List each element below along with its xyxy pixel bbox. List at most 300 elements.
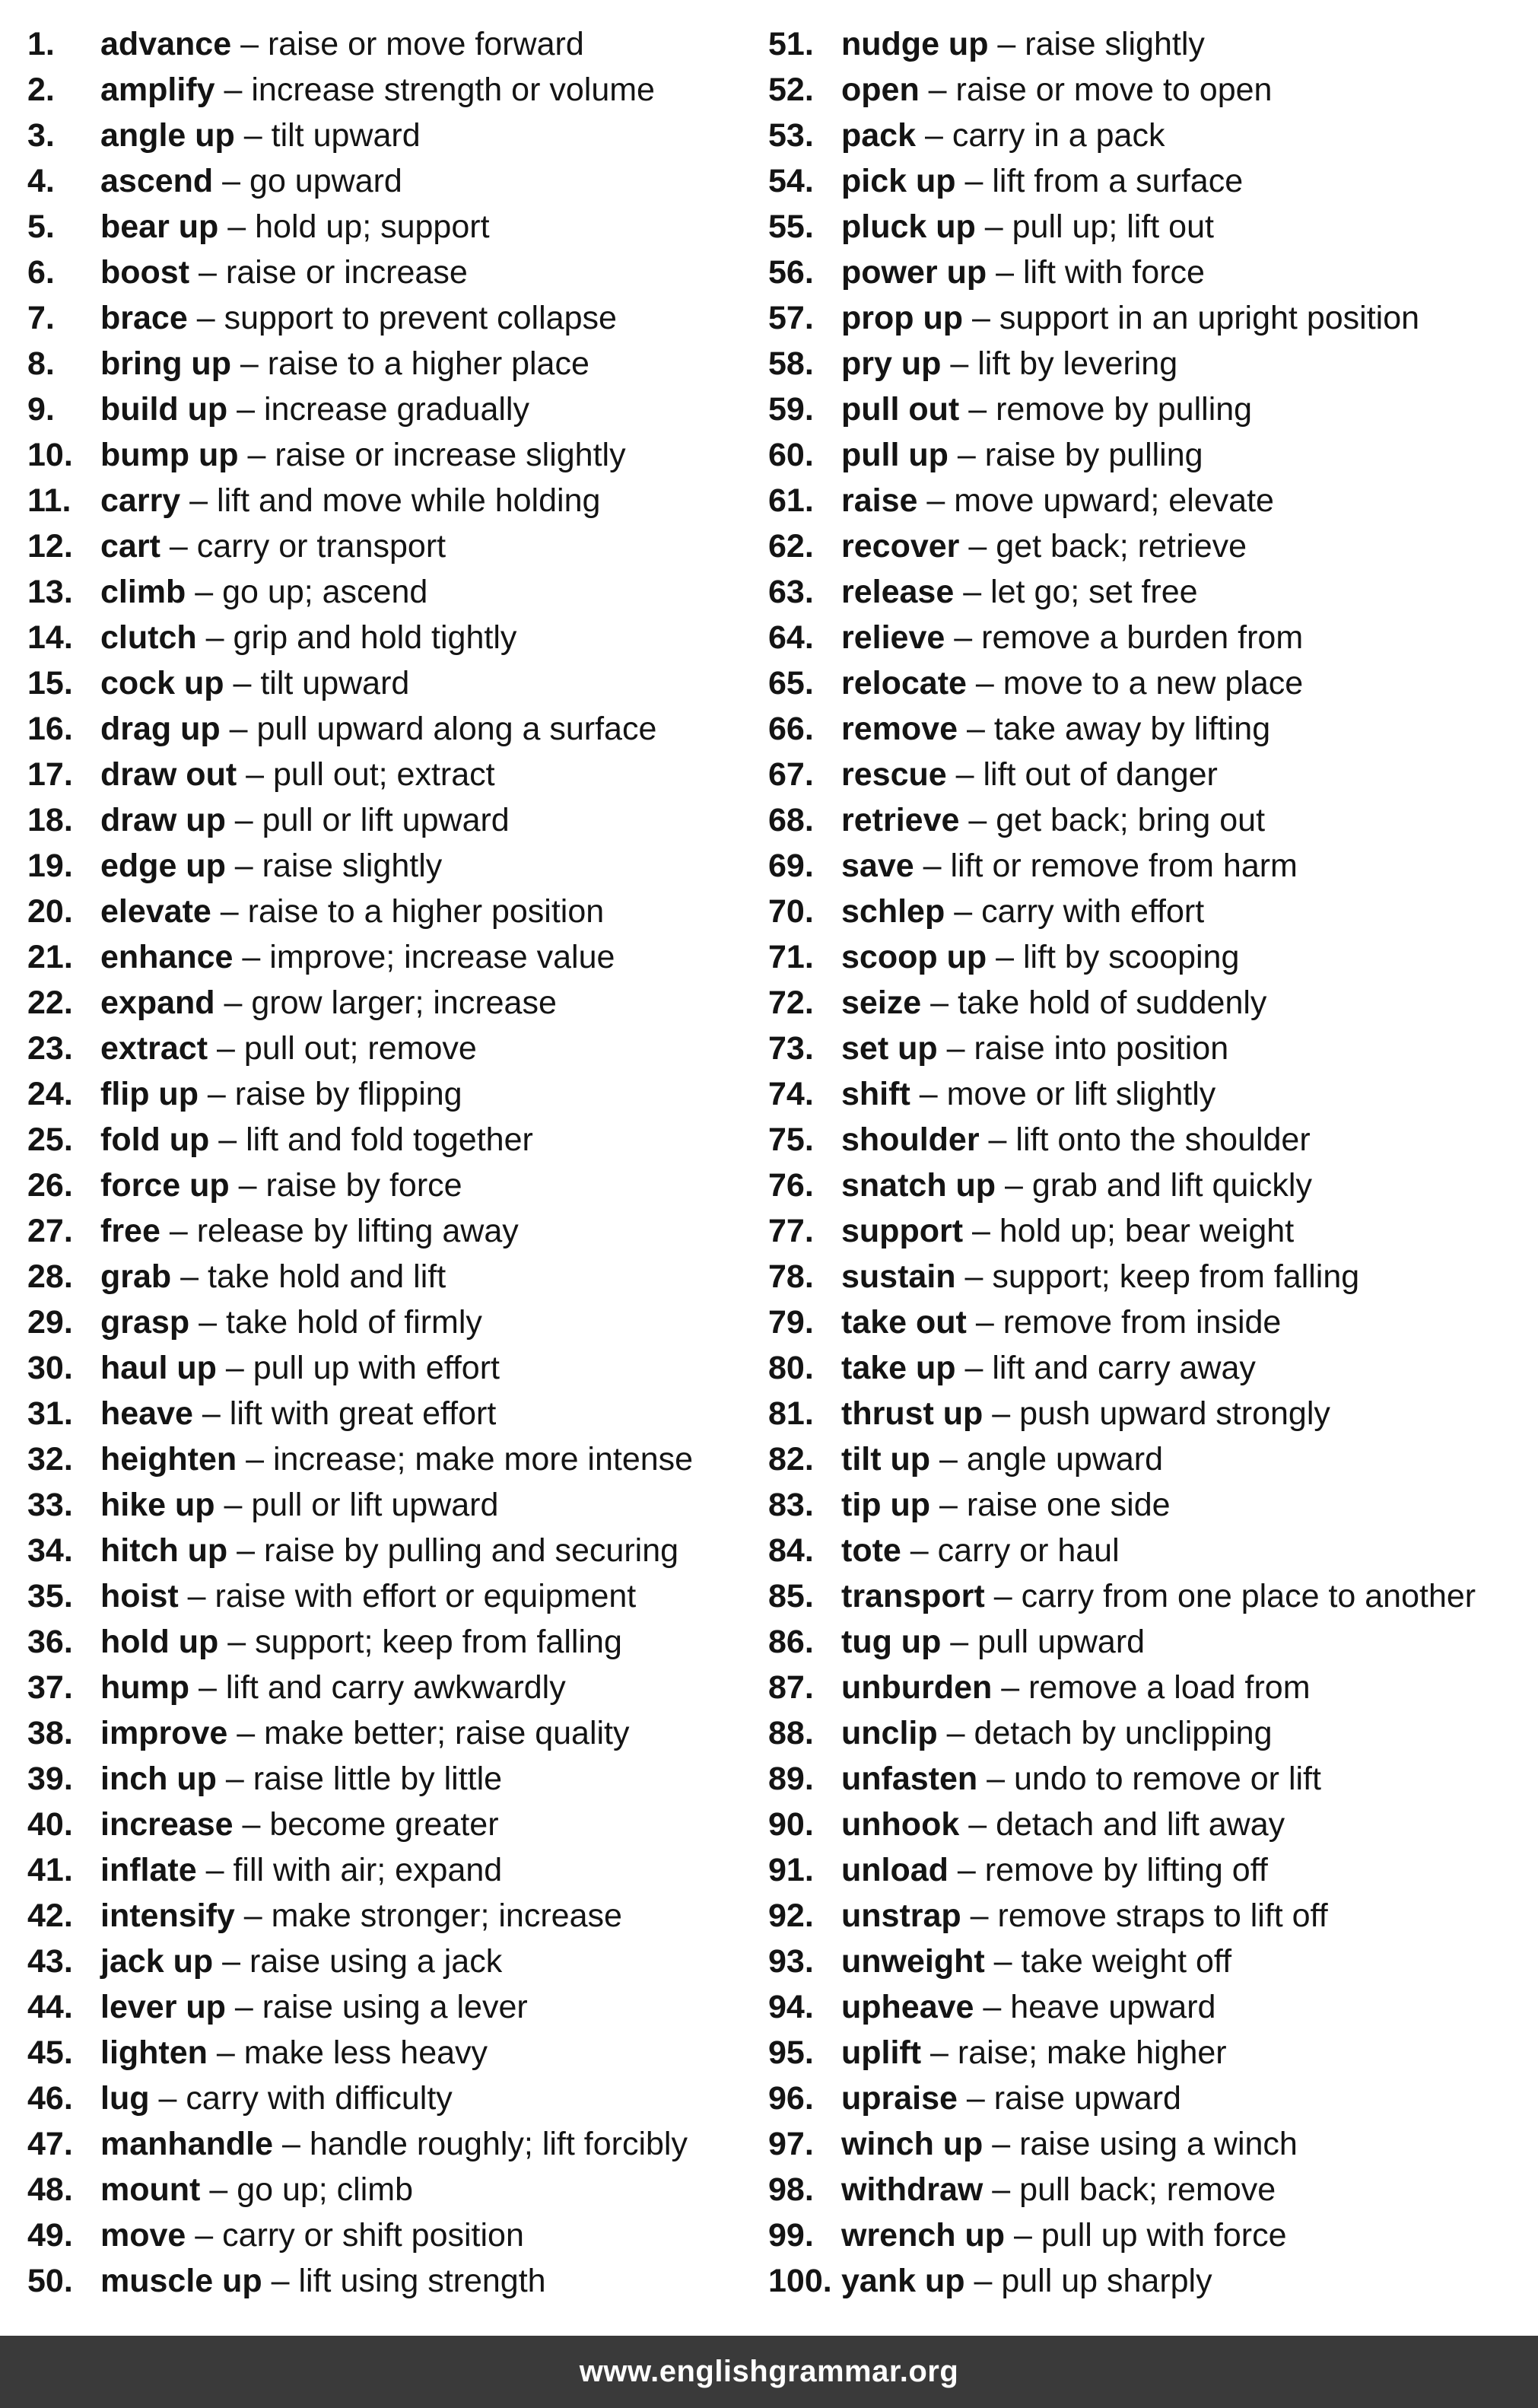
entry-number: 83. bbox=[768, 1487, 814, 1523]
entry-definition: grab and lift quickly bbox=[1031, 1167, 1312, 1204]
entry-definition: undo to remove or lift bbox=[1014, 1761, 1321, 1797]
entry-definition: tilt upward bbox=[271, 117, 421, 154]
list-item bbox=[768, 1117, 1529, 1163]
entry-separator: – bbox=[234, 1989, 253, 2025]
entry-separator: – bbox=[158, 2080, 177, 2117]
entry-word: mount bbox=[100, 2171, 201, 2208]
entry-separator: – bbox=[992, 2126, 1011, 2162]
entry-definition: go upward bbox=[249, 163, 402, 199]
entry-number: 45. bbox=[27, 2034, 73, 2071]
entry-word: angle up bbox=[100, 117, 235, 154]
entry-word: inch up bbox=[100, 1761, 217, 1797]
entry-separator: – bbox=[971, 300, 990, 336]
entry-definition: raise using a lever bbox=[262, 1989, 528, 2025]
entry-definition: hold up; bear weight bbox=[999, 1213, 1295, 1249]
entry-number: 89. bbox=[768, 1761, 814, 1797]
entry-word: ascend bbox=[100, 163, 214, 199]
entry-definition: lift and carry away bbox=[992, 1350, 1256, 1386]
list-item bbox=[27, 2121, 758, 2167]
entry-word: hike up bbox=[100, 1487, 215, 1523]
entry-word: open bbox=[841, 72, 920, 108]
entry-word: boost bbox=[100, 254, 190, 291]
entry-word: power up bbox=[841, 254, 987, 291]
entry-number: 52. bbox=[768, 72, 814, 108]
entry-word: brace bbox=[100, 300, 188, 336]
entry-separator: – bbox=[187, 1578, 206, 1614]
list-item bbox=[768, 1071, 1529, 1117]
list-item bbox=[27, 660, 758, 706]
entry-number: 84. bbox=[768, 1532, 814, 1569]
entry-definition: raise using a winch bbox=[1019, 2126, 1298, 2162]
entry-word: heave bbox=[100, 1395, 193, 1432]
entry-definition: raise into position bbox=[974, 1030, 1229, 1067]
entry-number: 33. bbox=[27, 1487, 73, 1523]
entry-definition: make stronger; increase bbox=[271, 1897, 622, 1934]
entry-word: unhook bbox=[841, 1806, 960, 1843]
entry-definition: raise little by little bbox=[253, 1761, 503, 1797]
entry-definition: carry from one place to another bbox=[1021, 1578, 1476, 1614]
entry-word: extract bbox=[100, 1030, 208, 1067]
entry-number: 43. bbox=[27, 1943, 73, 1980]
list-item bbox=[768, 250, 1529, 295]
list-item bbox=[768, 1163, 1529, 1208]
entry-separator: – bbox=[984, 208, 1003, 245]
entry-word: bump up bbox=[100, 437, 239, 473]
entry-definition: take hold of firmly bbox=[225, 1304, 482, 1341]
list-item bbox=[27, 934, 758, 980]
list-item bbox=[27, 1939, 758, 1984]
entry-definition: go up; climb bbox=[237, 2171, 414, 2208]
list-item bbox=[768, 706, 1529, 752]
entry-definition: take hold of suddenly bbox=[958, 985, 1267, 1021]
entry-definition: support to prevent collapse bbox=[224, 300, 617, 336]
list-item bbox=[768, 797, 1529, 843]
entry-separator: – bbox=[247, 437, 266, 473]
entry-word: amplify bbox=[100, 72, 215, 108]
entry-word: pluck up bbox=[841, 208, 976, 245]
entry-definition: take away by lifting bbox=[993, 711, 1271, 747]
list-item bbox=[27, 843, 758, 889]
entry-word: bear up bbox=[100, 208, 219, 245]
entry-definition: lift out of danger bbox=[983, 756, 1218, 793]
entry-word: shoulder bbox=[841, 1121, 980, 1158]
entry-word: unclip bbox=[841, 1715, 938, 1751]
entry-separator: – bbox=[966, 711, 985, 747]
entry-number: 13. bbox=[27, 574, 73, 610]
list-item bbox=[768, 341, 1529, 386]
entry-separator: – bbox=[238, 1167, 257, 1204]
entry-word: unweight bbox=[841, 1943, 985, 1980]
footer-bar bbox=[0, 2336, 1538, 2408]
entry-word: rescue bbox=[841, 756, 947, 793]
entry-separator: – bbox=[964, 1350, 983, 1386]
entry-word: lighten bbox=[100, 2034, 208, 2071]
entry-separator: – bbox=[950, 1624, 969, 1660]
entry-separator: – bbox=[954, 619, 973, 656]
list-item bbox=[768, 2121, 1529, 2167]
list-item bbox=[27, 1665, 758, 1710]
entry-number: 36. bbox=[27, 1624, 73, 1660]
entry-number: 31. bbox=[27, 1395, 73, 1432]
entry-word: muscle up bbox=[100, 2263, 262, 2299]
entry-number: 75. bbox=[768, 1121, 814, 1158]
entry-number: 66. bbox=[768, 711, 814, 747]
list-item bbox=[27, 1893, 758, 1939]
entry-definition: get back; retrieve bbox=[996, 528, 1247, 565]
list-item bbox=[27, 980, 758, 1026]
entry-word: grab bbox=[100, 1258, 172, 1295]
entry-separator: – bbox=[946, 1715, 965, 1751]
entry-definition: raise by pulling bbox=[984, 437, 1203, 473]
entry-definition: push upward strongly bbox=[1019, 1395, 1330, 1432]
list-item bbox=[27, 1984, 758, 2030]
entry-separator: – bbox=[910, 1532, 929, 1569]
entry-definition: increase gradually bbox=[264, 391, 529, 428]
entry-separator: – bbox=[964, 163, 983, 199]
entry-number: 90. bbox=[768, 1806, 814, 1843]
entry-word: winch up bbox=[841, 2126, 983, 2162]
entry-number: 78. bbox=[768, 1258, 814, 1295]
entry-word: elevate bbox=[100, 893, 211, 930]
list-item bbox=[27, 478, 758, 523]
entry-number: 30. bbox=[27, 1350, 73, 1386]
entry-number: 81. bbox=[768, 1395, 814, 1432]
entry-number: 93. bbox=[768, 1943, 814, 1980]
entry-number: 88. bbox=[768, 1715, 814, 1751]
list-item bbox=[27, 752, 758, 797]
entry-separator: – bbox=[222, 163, 241, 199]
entry-word: hoist bbox=[100, 1578, 179, 1614]
entry-word: flip up bbox=[100, 1076, 199, 1112]
entry-separator: – bbox=[957, 437, 976, 473]
list-item bbox=[27, 1345, 758, 1391]
entry-definition: take weight off bbox=[1021, 1943, 1232, 1980]
entry-definition: lift with force bbox=[1022, 254, 1205, 291]
entry-definition: lift by levering bbox=[977, 345, 1178, 382]
list-item bbox=[768, 1026, 1529, 1071]
list-item bbox=[768, 2258, 1529, 2304]
entry-definition: raise slightly bbox=[1025, 26, 1205, 62]
entry-separator: – bbox=[993, 1578, 1012, 1614]
entry-separator: – bbox=[234, 848, 253, 884]
entry-word: hump bbox=[100, 1669, 190, 1706]
list-item bbox=[27, 2167, 758, 2212]
list-item bbox=[768, 1299, 1529, 1345]
entry-separator: – bbox=[968, 528, 987, 565]
list-item bbox=[768, 934, 1529, 980]
entry-number: 76. bbox=[768, 1167, 814, 1204]
entry-word: seize bbox=[841, 985, 922, 1021]
entry-definition: remove by pulling bbox=[996, 391, 1253, 428]
list-item bbox=[768, 1208, 1529, 1254]
entry-word: jack up bbox=[100, 1943, 214, 1980]
list-item bbox=[768, 752, 1529, 797]
entry-number: 79. bbox=[768, 1304, 814, 1341]
entry-definition: remove from inside bbox=[1003, 1304, 1282, 1341]
entry-separator: – bbox=[955, 756, 974, 793]
entry-number: 85. bbox=[768, 1578, 814, 1614]
entry-separator: – bbox=[216, 1030, 235, 1067]
entry-word: remove bbox=[841, 711, 958, 747]
list-item bbox=[768, 386, 1529, 432]
entry-number: 40. bbox=[27, 1806, 73, 1843]
entry-definition: release by lifting away bbox=[196, 1213, 519, 1249]
entry-separator: – bbox=[243, 1897, 262, 1934]
entry-number: 15. bbox=[27, 665, 73, 701]
entry-definition: remove straps to lift off bbox=[997, 1897, 1328, 1934]
entry-definition: become greater bbox=[269, 1806, 499, 1843]
entry-word: cock up bbox=[100, 665, 224, 701]
entry-number: 1. bbox=[27, 26, 55, 62]
entry-word: tote bbox=[841, 1532, 901, 1569]
entry-separator: – bbox=[224, 1487, 243, 1523]
entry-word: pry up bbox=[841, 345, 942, 382]
entry-number: 6. bbox=[27, 254, 55, 291]
entry-number: 77. bbox=[768, 1213, 814, 1249]
entry-separator: – bbox=[207, 1076, 226, 1112]
entry-separator: – bbox=[1013, 2217, 1032, 2254]
entry-number: 11. bbox=[27, 482, 71, 519]
word-list-column-left bbox=[27, 21, 758, 2304]
list-item bbox=[27, 1163, 758, 1208]
entry-definition: carry or haul bbox=[937, 1532, 1120, 1569]
entry-number: 53. bbox=[768, 117, 814, 154]
list-item bbox=[768, 1984, 1529, 2030]
entry-separator: – bbox=[199, 1304, 217, 1341]
entry-separator: – bbox=[924, 117, 943, 154]
entry-separator: – bbox=[975, 1304, 994, 1341]
entry-word: cart bbox=[100, 528, 160, 565]
entry-definition: increase; make more intense bbox=[273, 1441, 694, 1478]
entry-word: pull out bbox=[841, 391, 960, 428]
entry-word: pull up bbox=[841, 437, 949, 473]
entry-word: wrench up bbox=[841, 2217, 1006, 2254]
entry-definition: raise one side bbox=[966, 1487, 1171, 1523]
entry-separator: – bbox=[202, 1395, 221, 1432]
entry-word: edge up bbox=[100, 848, 226, 884]
entry-definition: pull out; remove bbox=[243, 1030, 477, 1067]
entry-number: 95. bbox=[768, 2034, 814, 2071]
list-item bbox=[27, 295, 758, 341]
entry-separator: – bbox=[237, 1715, 256, 1751]
entry-separator: – bbox=[271, 2263, 290, 2299]
entry-separator: – bbox=[180, 1258, 199, 1295]
entry-definition: pull upward along a surface bbox=[256, 711, 657, 747]
entry-word: release bbox=[841, 574, 955, 610]
entry-definition: support; keep from falling bbox=[992, 1258, 1360, 1295]
entry-word: take up bbox=[841, 1350, 956, 1386]
entry-separator: – bbox=[195, 574, 214, 610]
entry-word: set up bbox=[841, 1030, 938, 1067]
entry-number: 29. bbox=[27, 1304, 73, 1341]
entry-separator: – bbox=[234, 802, 253, 838]
entry-definition: pull or lift upward bbox=[262, 802, 510, 838]
footer-url[interactable]: www.englishgrammar.org bbox=[579, 2355, 959, 2388]
entry-definition: detach by unclipping bbox=[974, 1715, 1273, 1751]
entry-word: snatch up bbox=[841, 1167, 996, 1204]
entry-separator: – bbox=[222, 1943, 241, 1980]
entry-number: 100. bbox=[768, 2263, 832, 2299]
entry-separator: – bbox=[957, 1852, 976, 1888]
list-item bbox=[768, 1528, 1529, 1573]
list-item bbox=[768, 113, 1529, 158]
entry-separator: – bbox=[939, 1487, 958, 1523]
entry-number: 17. bbox=[27, 756, 73, 793]
entry-separator: – bbox=[975, 665, 994, 701]
entry-definition: pull up; lift out bbox=[1012, 208, 1214, 245]
list-item bbox=[27, 341, 758, 386]
entry-word: raise bbox=[841, 482, 918, 519]
entry-word: carry bbox=[100, 482, 181, 519]
entry-number: 65. bbox=[768, 665, 814, 701]
list-item bbox=[768, 2212, 1529, 2258]
entry-definition: lift using strength bbox=[298, 2263, 546, 2299]
entry-separator: – bbox=[227, 1624, 246, 1660]
list-item bbox=[27, 1026, 758, 1071]
entry-word: grasp bbox=[100, 1304, 190, 1341]
entry-definition: make better; raise quality bbox=[264, 1715, 630, 1751]
entry-separator: – bbox=[964, 1258, 983, 1295]
list-item bbox=[27, 113, 758, 158]
entry-separator: – bbox=[993, 1943, 1012, 1980]
entry-separator: – bbox=[950, 345, 969, 382]
list-item bbox=[27, 2076, 758, 2121]
entry-definition: grow larger; increase bbox=[251, 985, 557, 1021]
entry-separator: – bbox=[996, 939, 1014, 975]
entry-definition: hold up; support bbox=[255, 208, 490, 245]
list-item bbox=[27, 1208, 758, 1254]
entry-separator: – bbox=[237, 1532, 256, 1569]
entry-number: 58. bbox=[768, 345, 814, 382]
list-item bbox=[27, 1710, 758, 1756]
list-item bbox=[27, 2212, 758, 2258]
entry-definition: pull up with effort bbox=[253, 1350, 500, 1386]
list-item bbox=[27, 204, 758, 250]
list-item bbox=[768, 158, 1529, 204]
entry-definition: raise to a higher place bbox=[267, 345, 589, 382]
entry-word: manhandle bbox=[100, 2126, 273, 2162]
entry-word: tilt up bbox=[841, 1441, 931, 1478]
entry-definition: lift from a surface bbox=[992, 163, 1244, 199]
entry-number: 21. bbox=[27, 939, 73, 975]
entry-separator: – bbox=[992, 1395, 1011, 1432]
entry-number: 44. bbox=[27, 1989, 73, 2025]
entry-separator: – bbox=[242, 1806, 261, 1843]
entry-number: 23. bbox=[27, 1030, 73, 1067]
entry-definition: pull upward bbox=[977, 1624, 1146, 1660]
entry-word: take out bbox=[841, 1304, 967, 1341]
entry-separator: – bbox=[205, 619, 224, 656]
list-item bbox=[768, 980, 1529, 1026]
entry-number: 55. bbox=[768, 208, 814, 245]
entry-number: 3. bbox=[27, 117, 55, 154]
entry-number: 69. bbox=[768, 848, 814, 884]
entry-number: 10. bbox=[27, 437, 73, 473]
entry-word: transport bbox=[841, 1578, 985, 1614]
entry-number: 50. bbox=[27, 2263, 73, 2299]
entry-word: uplift bbox=[841, 2034, 922, 2071]
entry-separator: – bbox=[246, 756, 265, 793]
entry-definition: pull or lift upward bbox=[251, 1487, 499, 1523]
entry-number: 20. bbox=[27, 893, 73, 930]
list-item bbox=[768, 1847, 1529, 1893]
list-item bbox=[27, 1619, 758, 1665]
entry-word: relieve bbox=[841, 619, 945, 656]
entry-separator: – bbox=[220, 893, 239, 930]
entry-number: 25. bbox=[27, 1121, 73, 1158]
list-item bbox=[768, 67, 1529, 113]
entry-separator: – bbox=[968, 1806, 987, 1843]
entry-word: draw out bbox=[100, 756, 237, 793]
entry-number: 70. bbox=[768, 893, 814, 930]
entry-definition: handle roughly; lift forcibly bbox=[309, 2126, 688, 2162]
entry-definition: let go; set free bbox=[990, 574, 1198, 610]
list-item bbox=[768, 1893, 1529, 1939]
entry-word: haul up bbox=[100, 1350, 217, 1386]
entry-number: 9. bbox=[27, 391, 55, 428]
entry-word: climb bbox=[100, 574, 186, 610]
entry-definition: remove by lifting off bbox=[984, 1852, 1268, 1888]
entry-definition: carry or transport bbox=[196, 528, 446, 565]
entry-number: 73. bbox=[768, 1030, 814, 1067]
entry-number: 87. bbox=[768, 1669, 814, 1706]
list-item bbox=[27, 1573, 758, 1619]
list-item bbox=[768, 2030, 1529, 2076]
entry-number: 49. bbox=[27, 2217, 73, 2254]
entry-word: expand bbox=[100, 985, 215, 1021]
entry-number: 35. bbox=[27, 1578, 73, 1614]
entry-definition: move or lift slightly bbox=[946, 1076, 1216, 1112]
entry-number: 94. bbox=[768, 1989, 814, 2025]
entry-definition: carry or shift position bbox=[222, 2217, 524, 2254]
list-item bbox=[768, 889, 1529, 934]
list-item bbox=[27, 67, 758, 113]
entry-word: unstrap bbox=[841, 1897, 961, 1934]
list-item bbox=[768, 1710, 1529, 1756]
list-item bbox=[27, 1528, 758, 1573]
entry-word: yank up bbox=[841, 2263, 965, 2299]
entry-number: 51. bbox=[768, 26, 814, 62]
entry-word: improve bbox=[100, 1715, 228, 1751]
entry-word: lever up bbox=[100, 1989, 226, 2025]
entry-definition: go up; ascend bbox=[222, 574, 428, 610]
entry-separator: – bbox=[199, 1669, 217, 1706]
list-item bbox=[27, 1391, 758, 1436]
list-item bbox=[768, 295, 1529, 341]
entry-number: 19. bbox=[27, 848, 73, 884]
entry-definition: raise by force bbox=[265, 1167, 462, 1204]
entry-definition: remove a load from bbox=[1028, 1669, 1311, 1706]
entry-word: bring up bbox=[100, 345, 231, 382]
entry-number: 38. bbox=[27, 1715, 73, 1751]
list-item bbox=[768, 2076, 1529, 2121]
list-item bbox=[27, 2030, 758, 2076]
entry-word: pick up bbox=[841, 163, 956, 199]
entry-word: unload bbox=[841, 1852, 949, 1888]
entry-number: 56. bbox=[768, 254, 814, 291]
entry-number: 91. bbox=[768, 1852, 814, 1888]
entry-separator: – bbox=[281, 2126, 300, 2162]
entry-separator: – bbox=[196, 300, 215, 336]
entry-word: upheave bbox=[841, 1989, 974, 2025]
entry-word: unfasten bbox=[841, 1761, 978, 1797]
entry-number: 18. bbox=[27, 802, 73, 838]
entry-separator: – bbox=[939, 1441, 958, 1478]
entry-number: 4. bbox=[27, 163, 55, 199]
entry-number: 68. bbox=[768, 802, 814, 838]
entry-definition: lift and fold together bbox=[246, 1121, 533, 1158]
entry-number: 59. bbox=[768, 391, 814, 428]
